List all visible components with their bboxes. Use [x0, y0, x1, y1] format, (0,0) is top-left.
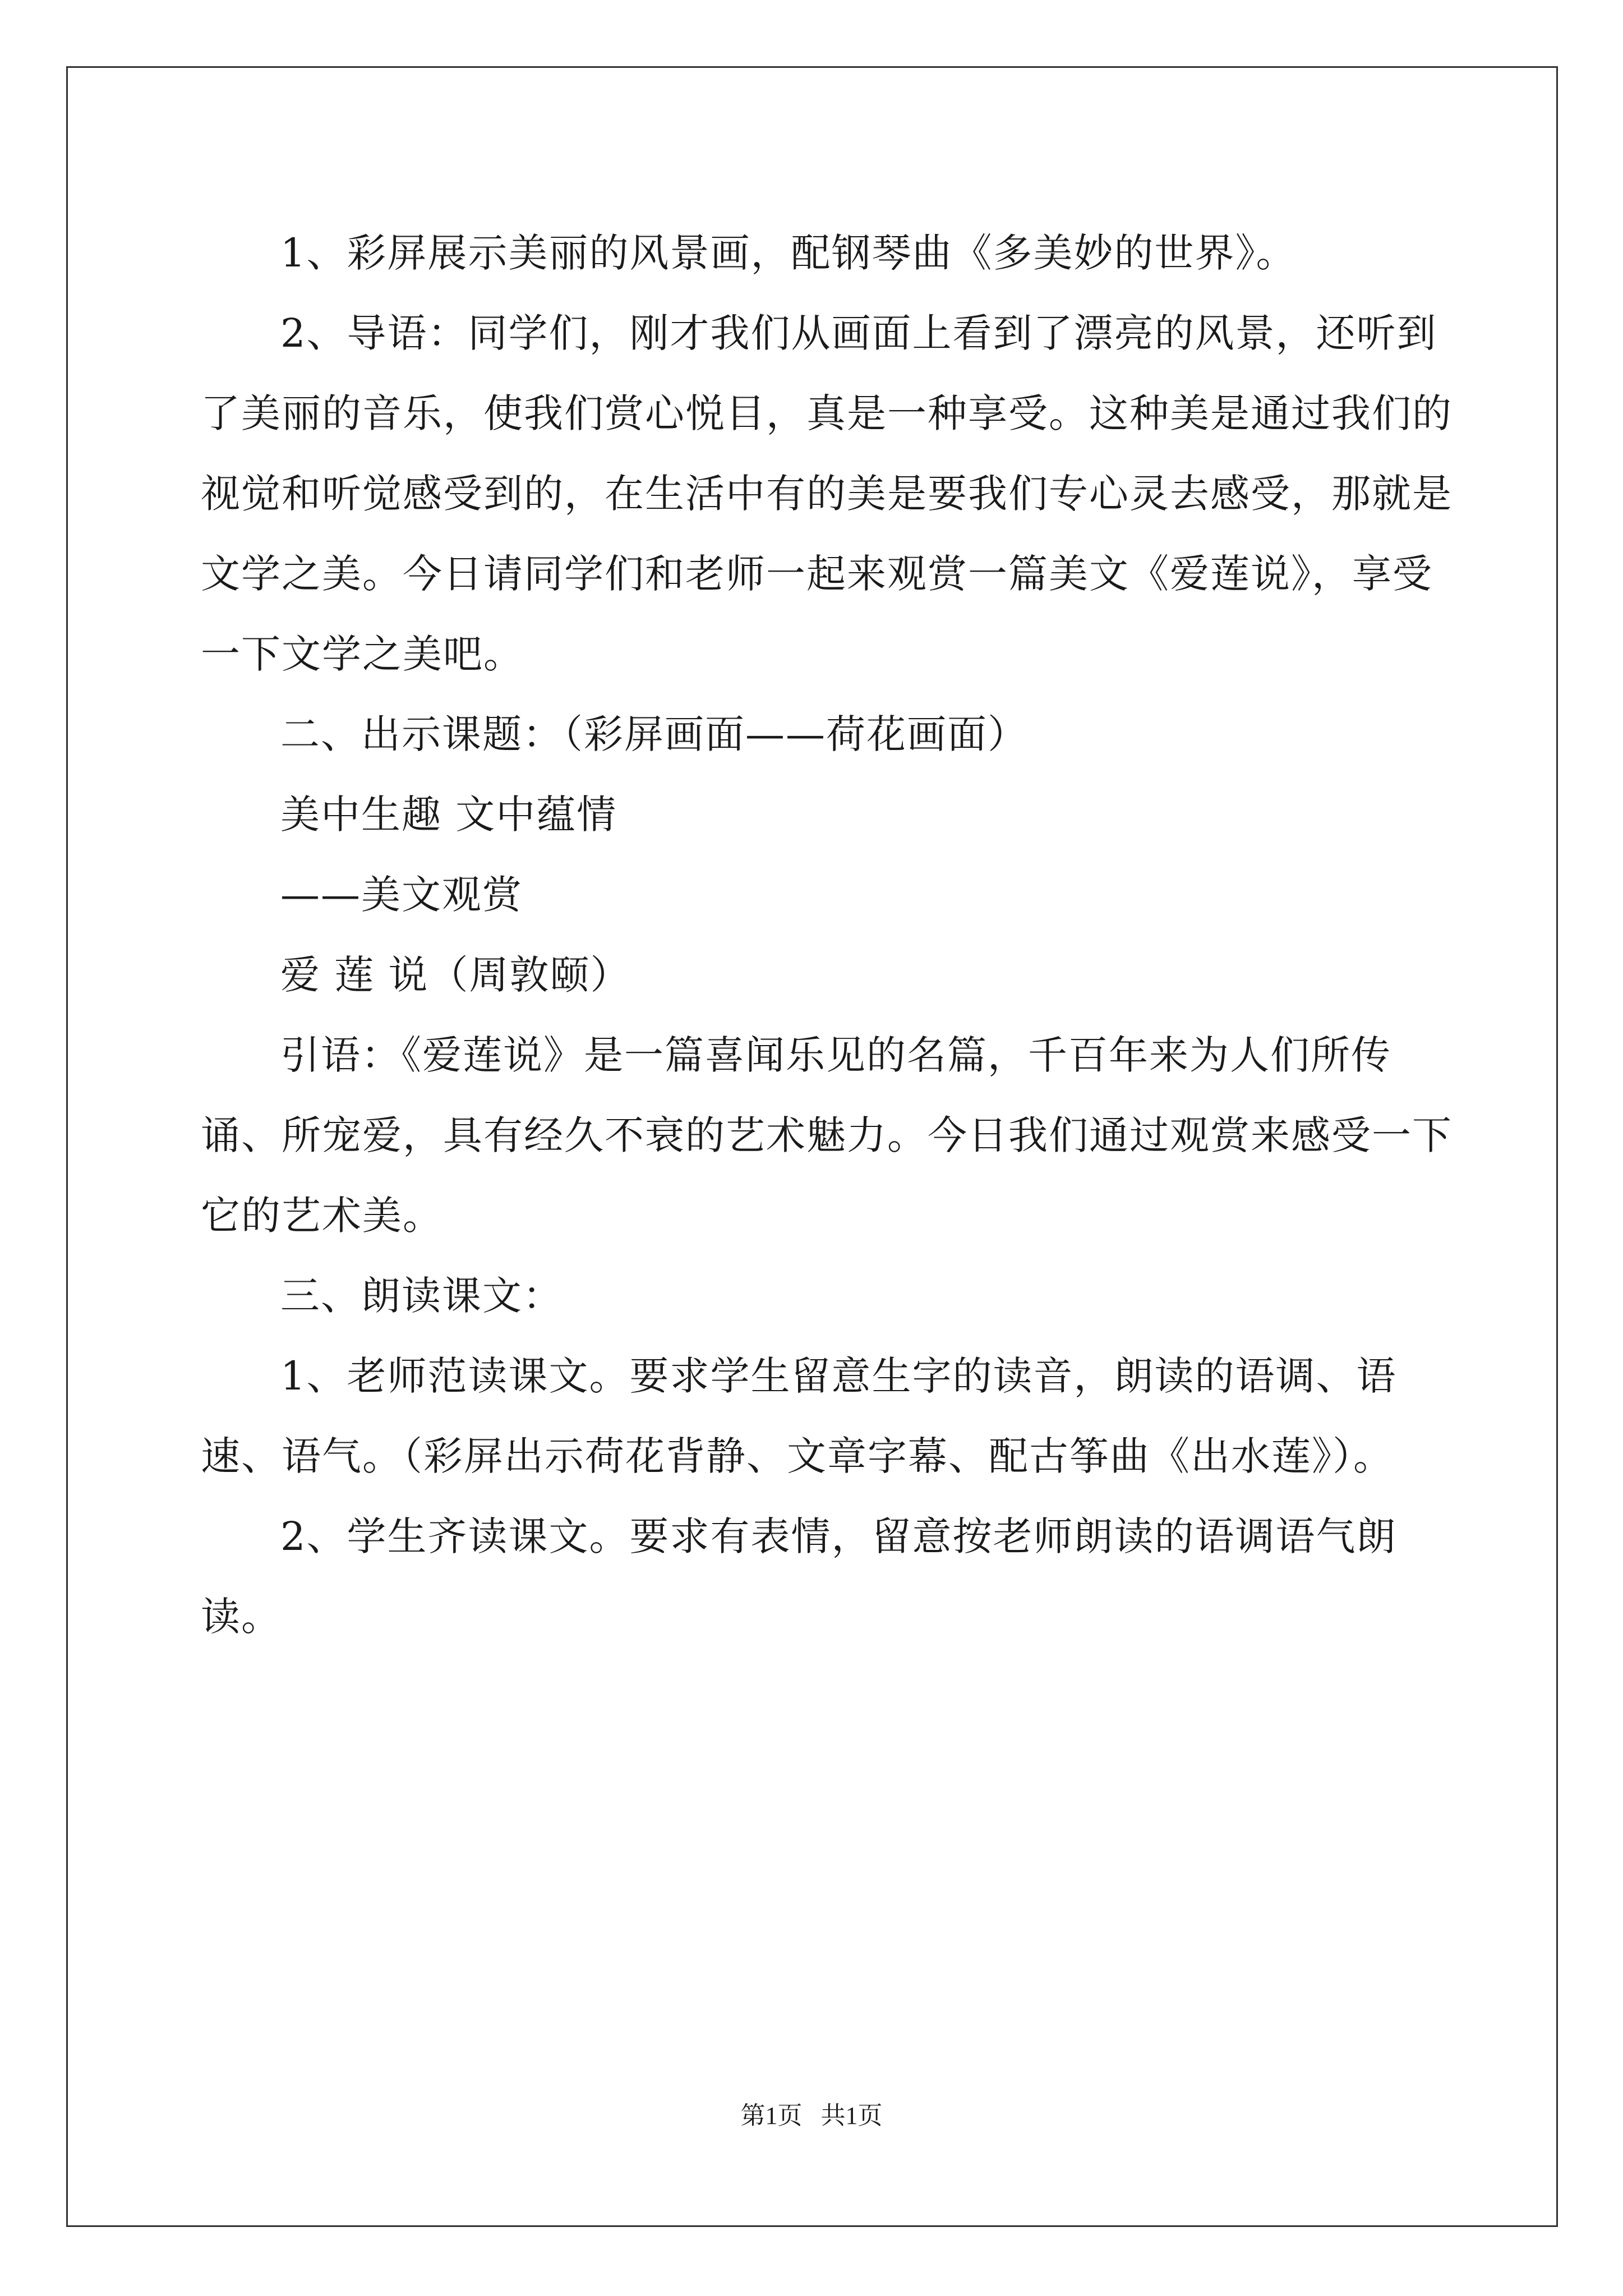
- section-heading-2: 二、出示课题：（彩屏画面——荷花画面）: [280, 711, 1028, 757]
- paragraph-reading-2: 2、学生齐读课文。要求有表情，留意按老师朗读的语调语气朗读。: [201, 1513, 1397, 1640]
- lesson-subtitle: ——美文观赏: [280, 872, 523, 918]
- paragraph-reading-1: 1、老师范读课文。要求学生留意生字的读音，朗读的语调、语速、语气。（彩屏出示荷花背静、文章字幕、配古筝曲《出水莲》）。: [201, 1353, 1397, 1479]
- lesson-title: 美中生趣 文中蕴情: [280, 792, 617, 838]
- page-number-footer: 第1页 共1页: [740, 2102, 883, 2129]
- text-title: 爱 莲 说（周敦颐）: [280, 952, 631, 998]
- paragraph-1: 1、彩屏展示美丽的风景画，配钢琴曲《多美妙的世界》。: [280, 230, 1297, 276]
- paragraph-intro: 引语：《爱莲说》是一篇喜闻乐见的名篇，千百年来为人们所传诵、所宠爱，具有经久不衰的艺术魅力。今日我们通过观赏来感受一下它的艺术美。: [201, 1032, 1453, 1239]
- document-body: [201, 213, 1463, 1657]
- paragraph-2: 2、导语：同学们，刚才我们从画面上看到了漂亮的风景，还听到了美丽的音乐，使我们赏心悦目，真是一种享受。这种美是通过我们的视觉和听觉感受到的，在生活中有的美是要我们专心灵去感受，那就是文学之美。今日请同学们和老师一起来观赏一篇美文《爱莲说》，享受一下文学之美吧。: [201, 310, 1453, 677]
- section-heading-3: 三、朗读课文：: [280, 1273, 563, 1319]
